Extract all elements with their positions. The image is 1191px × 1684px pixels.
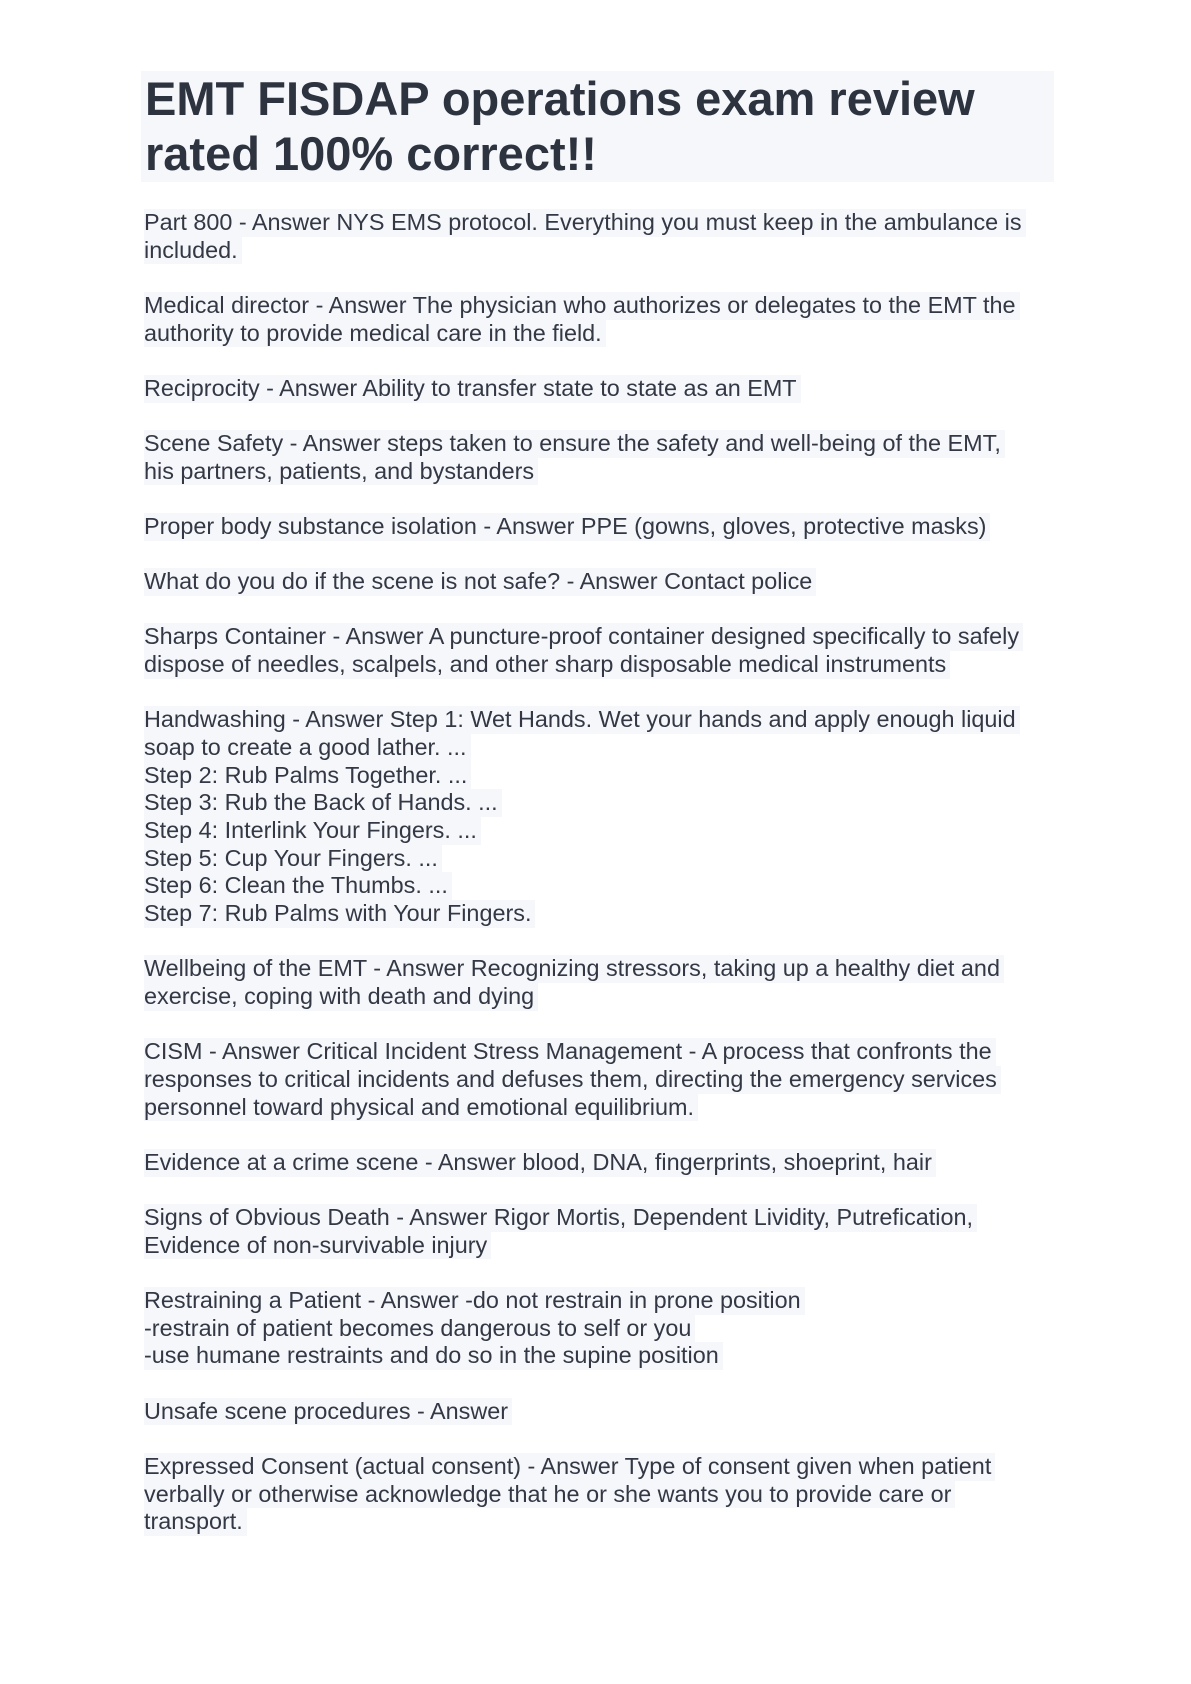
qa-entry-line: What do you do if the scene is not safe? - Answer Contact police <box>144 568 816 596</box>
title-block <box>141 71 1054 182</box>
qa-entry-line: authority to provide medical care in the field. <box>144 320 606 348</box>
qa-entry <box>144 623 1064 678</box>
qa-entry-line: his partners, patients, and bystanders <box>144 458 538 486</box>
qa-entry-line: Step 7: Rub Palms with Your Fingers. <box>144 900 535 928</box>
qa-entry-line: personnel toward physical and emotional equilibrium. <box>144 1094 698 1122</box>
qa-entry-line: soap to create a good lather. ... <box>144 734 471 762</box>
qa-entry-line: Scene Safety - Answer steps taken to ensure the safety and well-being of the EMT, <box>144 430 1005 458</box>
qa-entry-line: Handwashing - Answer Step 1: Wet Hands. Wet your hands and apply enough liquid <box>144 706 1020 734</box>
qa-entry-line: Step 2: Rub Palms Together. ... <box>144 762 471 790</box>
qa-entry-line: CISM - Answer Critical Incident Stress Management - A process that confronts the <box>144 1038 996 1066</box>
qa-entry-line: Step 4: Interlink Your Fingers. ... <box>144 817 481 845</box>
qa-entry-line: Medical director - Answer The physician who authorizes or delegates to the EMT the <box>144 292 1020 320</box>
qa-entry <box>144 292 1064 347</box>
qa-entry <box>144 1398 1064 1426</box>
qa-entry-line: -restrain of patient becomes dangerous to self or you <box>144 1315 695 1343</box>
title-line: rated 100% correct!! <box>145 127 597 180</box>
qa-entry-line: Step 6: Clean the Thumbs. ... <box>144 872 452 900</box>
qa-entry-line: Sharps Container - Answer A puncture-proof container designed specifically to safely <box>144 623 1023 651</box>
qa-entry-line: Proper body substance isolation - Answer PPE (gowns, gloves, protective masks) <box>144 513 990 541</box>
qa-entry-line: Evidence of non-survivable injury <box>144 1232 491 1260</box>
qa-entry-line: verbally or otherwise acknowledge that he or she wants you to provide care or <box>144 1481 955 1509</box>
qa-entry <box>144 375 1064 403</box>
qa-entry-line: dispose of needles, scalpels, and other sharp disposable medical instruments <box>144 651 950 679</box>
qa-entry <box>144 1453 1064 1536</box>
page-title <box>145 71 1054 181</box>
qa-entry <box>144 209 1064 264</box>
qa-entry-line: exercise, coping with death and dying <box>144 983 538 1011</box>
qa-entry-line: Reciprocity - Answer Ability to transfer state to state as an EMT <box>144 375 801 403</box>
qa-entry <box>144 1204 1064 1259</box>
qa-entry-line: Expressed Consent (actual consent) - Answer Type of consent given when patient <box>144 1453 995 1481</box>
qa-entry <box>144 1149 1064 1177</box>
qa-entry <box>144 1287 1064 1370</box>
qa-entry-line: Restraining a Patient - Answer -do not restrain in prone position <box>144 1287 805 1315</box>
qa-entry <box>144 1038 1064 1121</box>
qa-entry-line: Evidence at a crime scene - Answer blood, DNA, fingerprints, shoeprint, hair <box>144 1149 936 1177</box>
qa-entry <box>144 706 1064 928</box>
qa-entry-line: Step 5: Cup Your Fingers. ... <box>144 845 442 873</box>
qa-entry-line: Wellbeing of the EMT - Answer Recognizing stressors, taking up a healthy diet and <box>144 955 1004 983</box>
qa-list <box>144 209 1064 1563</box>
qa-entry <box>144 955 1064 1010</box>
qa-entry-line: transport. <box>144 1508 247 1536</box>
qa-entry <box>144 430 1064 485</box>
qa-entry-line: Part 800 - Answer NYS EMS protocol. Everything you must keep in the ambulance is <box>144 209 1026 237</box>
qa-entry-line: -use humane restraints and do so in the supine position <box>144 1342 723 1370</box>
qa-entry-line: included. <box>144 237 242 265</box>
title-line: EMT FISDAP operations exam review <box>145 72 975 125</box>
qa-entry-line: Unsafe scene procedures - Answer <box>144 1398 512 1426</box>
qa-entry-line: responses to critical incidents and defuses them, directing the emergency services <box>144 1066 1001 1094</box>
qa-entry <box>144 513 1064 541</box>
qa-entry-line: Step 3: Rub the Back of Hands. ... <box>144 789 502 817</box>
qa-entry <box>144 568 1064 596</box>
qa-entry-line: Signs of Obvious Death - Answer Rigor Mortis, Dependent Lividity, Putrefication, <box>144 1204 977 1232</box>
